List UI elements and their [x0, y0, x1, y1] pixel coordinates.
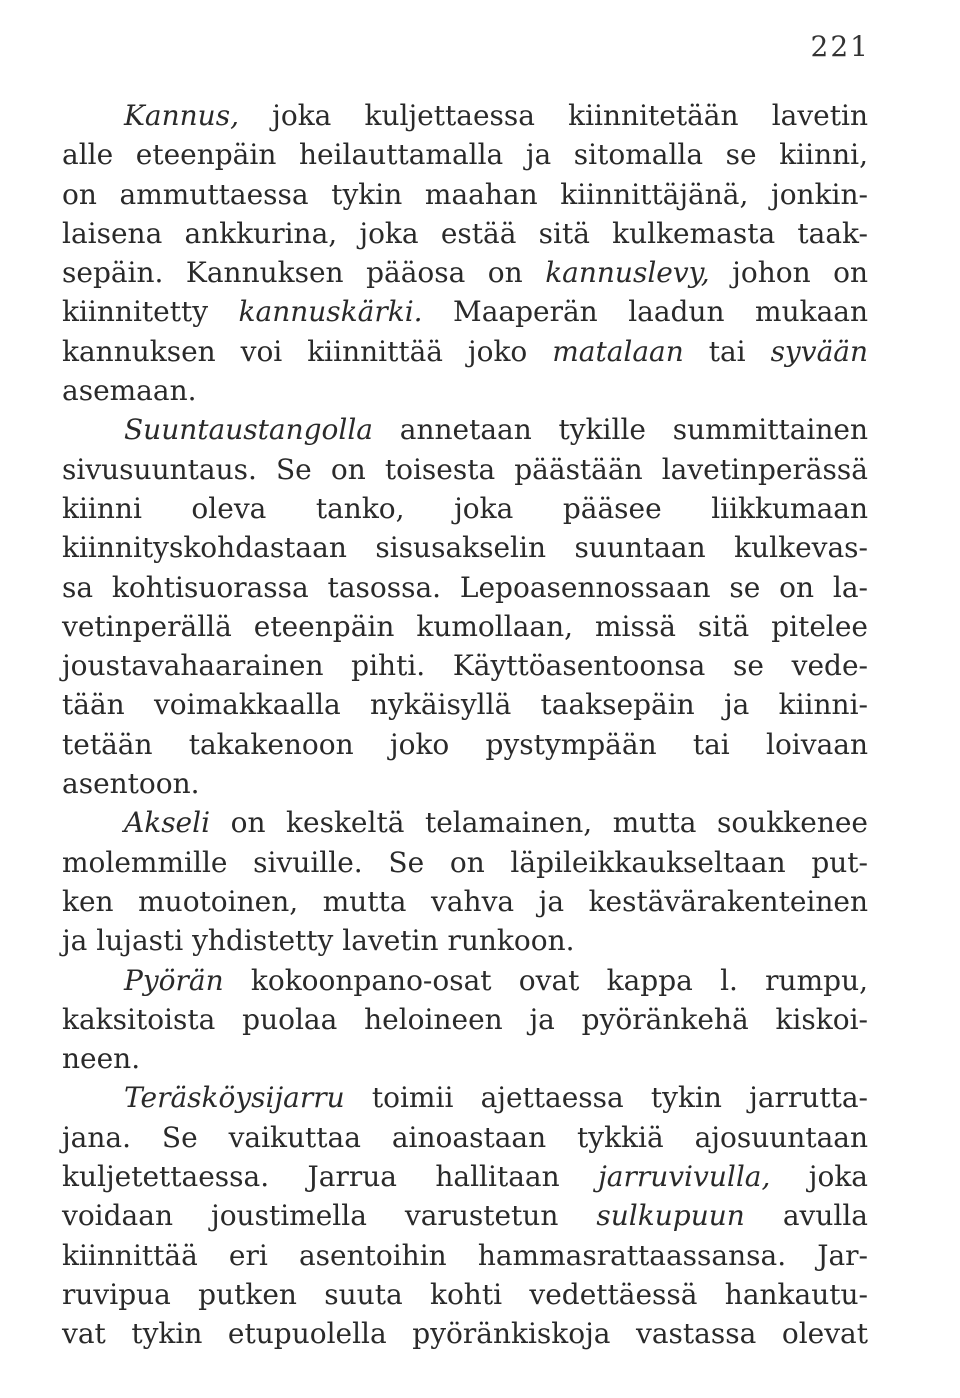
text-segment: annetaan tykille summittainen: [373, 413, 868, 447]
text-segment: sepäin. Kannuksen pääosa on: [62, 256, 546, 290]
page-number: 221: [810, 30, 870, 63]
paragraph-first-line: [62, 803, 868, 842]
text-line: [62, 1236, 868, 1275]
text-segment: molemmille sivuille. Se on läpileikkaukseltaan put-: [62, 845, 868, 879]
text-segment: ken muotoinen, mutta vahva ja kestävärakenteinen: [62, 884, 868, 918]
italic-term: matalaan: [552, 334, 684, 368]
text-line: [62, 1118, 868, 1157]
italic-term: Kannus,: [124, 99, 239, 132]
text-segment: asemaan.: [62, 374, 197, 408]
text-line: [62, 568, 868, 607]
text-line: [62, 685, 868, 724]
text-segment: joka kuljettaessa kiinnitetään lavetin: [238, 99, 868, 132]
text-line: [62, 332, 868, 371]
text-segment: ja lujasti yhdistetty lavetin runkoon.: [62, 924, 575, 958]
text-segment: kannuksen voi kiinnittää joko: [62, 334, 553, 368]
text-line: [62, 292, 868, 331]
text-line: [62, 764, 868, 803]
paragraph-first-line: [62, 410, 868, 449]
text-line: [62, 921, 868, 960]
italic-term: syvään: [770, 334, 868, 368]
text-segment: on ammuttaessa tykin maahan kiinnittäjänä, jonkin-: [62, 177, 868, 211]
text-segment: on keskeltä telamainen, mutta soukkenee: [210, 806, 868, 840]
text-segment: asentoon.: [62, 767, 200, 801]
text-line: [62, 214, 868, 253]
text-segment: joustavahaarainen pihti. Käyttöasentoonsa se vede-: [62, 649, 868, 683]
text-line: [62, 646, 868, 685]
text-segment: jana. Se vaikuttaa ainoastaan tykkiä ajosuuntaan: [62, 1120, 868, 1154]
text-segment: neen.: [62, 1042, 141, 1076]
text-line: [62, 607, 868, 646]
text-line: [62, 1314, 868, 1353]
paragraph-first-line: [62, 961, 868, 1000]
text-segment: kokoonpano-osat ovat kappa l. rumpu,: [223, 963, 868, 997]
text-segment: kiinnittää eri asentoihin hammasrattaassansa. Jar-: [62, 1238, 868, 1272]
text-segment: kaksitoista puolaa heloineen ja pyöränkehä kiskoi-: [62, 1002, 868, 1036]
text-segment: kiinnitetty: [62, 295, 239, 329]
text-line: [62, 450, 868, 489]
italic-term: Suuntaustangolla: [124, 413, 373, 447]
text-segment: tetään takakenoon joko pystympään tai loivaan: [62, 727, 868, 761]
text-segment: vetinperällä eteenpäin kumollaan, missä sitä pitelee: [62, 609, 868, 643]
text-line: [62, 489, 868, 528]
text-segment: sivusuuntaus. Se on toisesta päästään lavetinperässä: [62, 452, 868, 486]
text-segment: joka: [770, 1160, 868, 1194]
text-line: [62, 1157, 868, 1196]
text-line: [62, 725, 868, 764]
text-segment: tään voimakkaalla nykäisyllä taaksepäin ja kiinni-: [62, 688, 868, 722]
body-text: [62, 96, 868, 1354]
text-line: [62, 1196, 868, 1235]
text-line: [62, 528, 868, 567]
text-segment: kiinni oleva tanko, joka pääsee liikkumaan: [62, 491, 868, 525]
text-line: [62, 371, 868, 410]
text-segment: alle eteenpäin heilauttamalla ja sitomalla se kiinni,: [62, 138, 868, 172]
text-segment: sa kohtisuorassa tasossa. Lepoasennossaan se on la-: [62, 570, 868, 604]
text-line: [62, 882, 868, 921]
italic-term: kannuskärki.: [238, 295, 423, 329]
italic-term: Pyörän: [124, 963, 224, 997]
text-segment: ruvipua putken suuta kohti vedettäessä hankautu-: [62, 1277, 868, 1311]
italic-term: sulkupuun: [596, 1199, 745, 1233]
text-segment: tai: [683, 334, 771, 368]
text-line: [62, 253, 868, 292]
text-segment: vat tykin etupuolella pyöränkiskoja vastassa olevat: [62, 1317, 868, 1351]
italic-term: Akseli: [124, 806, 211, 840]
text-line: [62, 843, 868, 882]
text-segment: toimii ajettaessa tykin jarrutta-: [344, 1081, 868, 1115]
text-segment: kuljetettaessa. Jarrua hallitaan: [62, 1160, 599, 1194]
text-line: [62, 135, 868, 174]
italic-term: kannuslevy,: [545, 256, 710, 290]
text-line: [62, 1039, 868, 1078]
text-segment: avulla: [744, 1199, 868, 1233]
text-segment: voidaan joustimella varustetun: [62, 1199, 597, 1233]
text-segment: Maaperän laadun mukaan: [422, 295, 868, 329]
text-segment: johon on: [709, 256, 869, 290]
italic-term: Teräsköysijarru: [124, 1081, 345, 1115]
paragraph-first-line: [62, 96, 868, 135]
text-segment: kiinnityskohdastaan sisusakselin suuntaan kulkevas-: [62, 531, 868, 565]
text-segment: laisena ankkurina, joka estää sitä kulkemasta taak-: [62, 216, 868, 250]
italic-term: jarruvivulla,: [598, 1160, 771, 1194]
text-line: [62, 175, 868, 214]
text-line: [62, 1275, 868, 1314]
text-line: [62, 1000, 868, 1039]
paragraph-first-line: [62, 1078, 868, 1117]
